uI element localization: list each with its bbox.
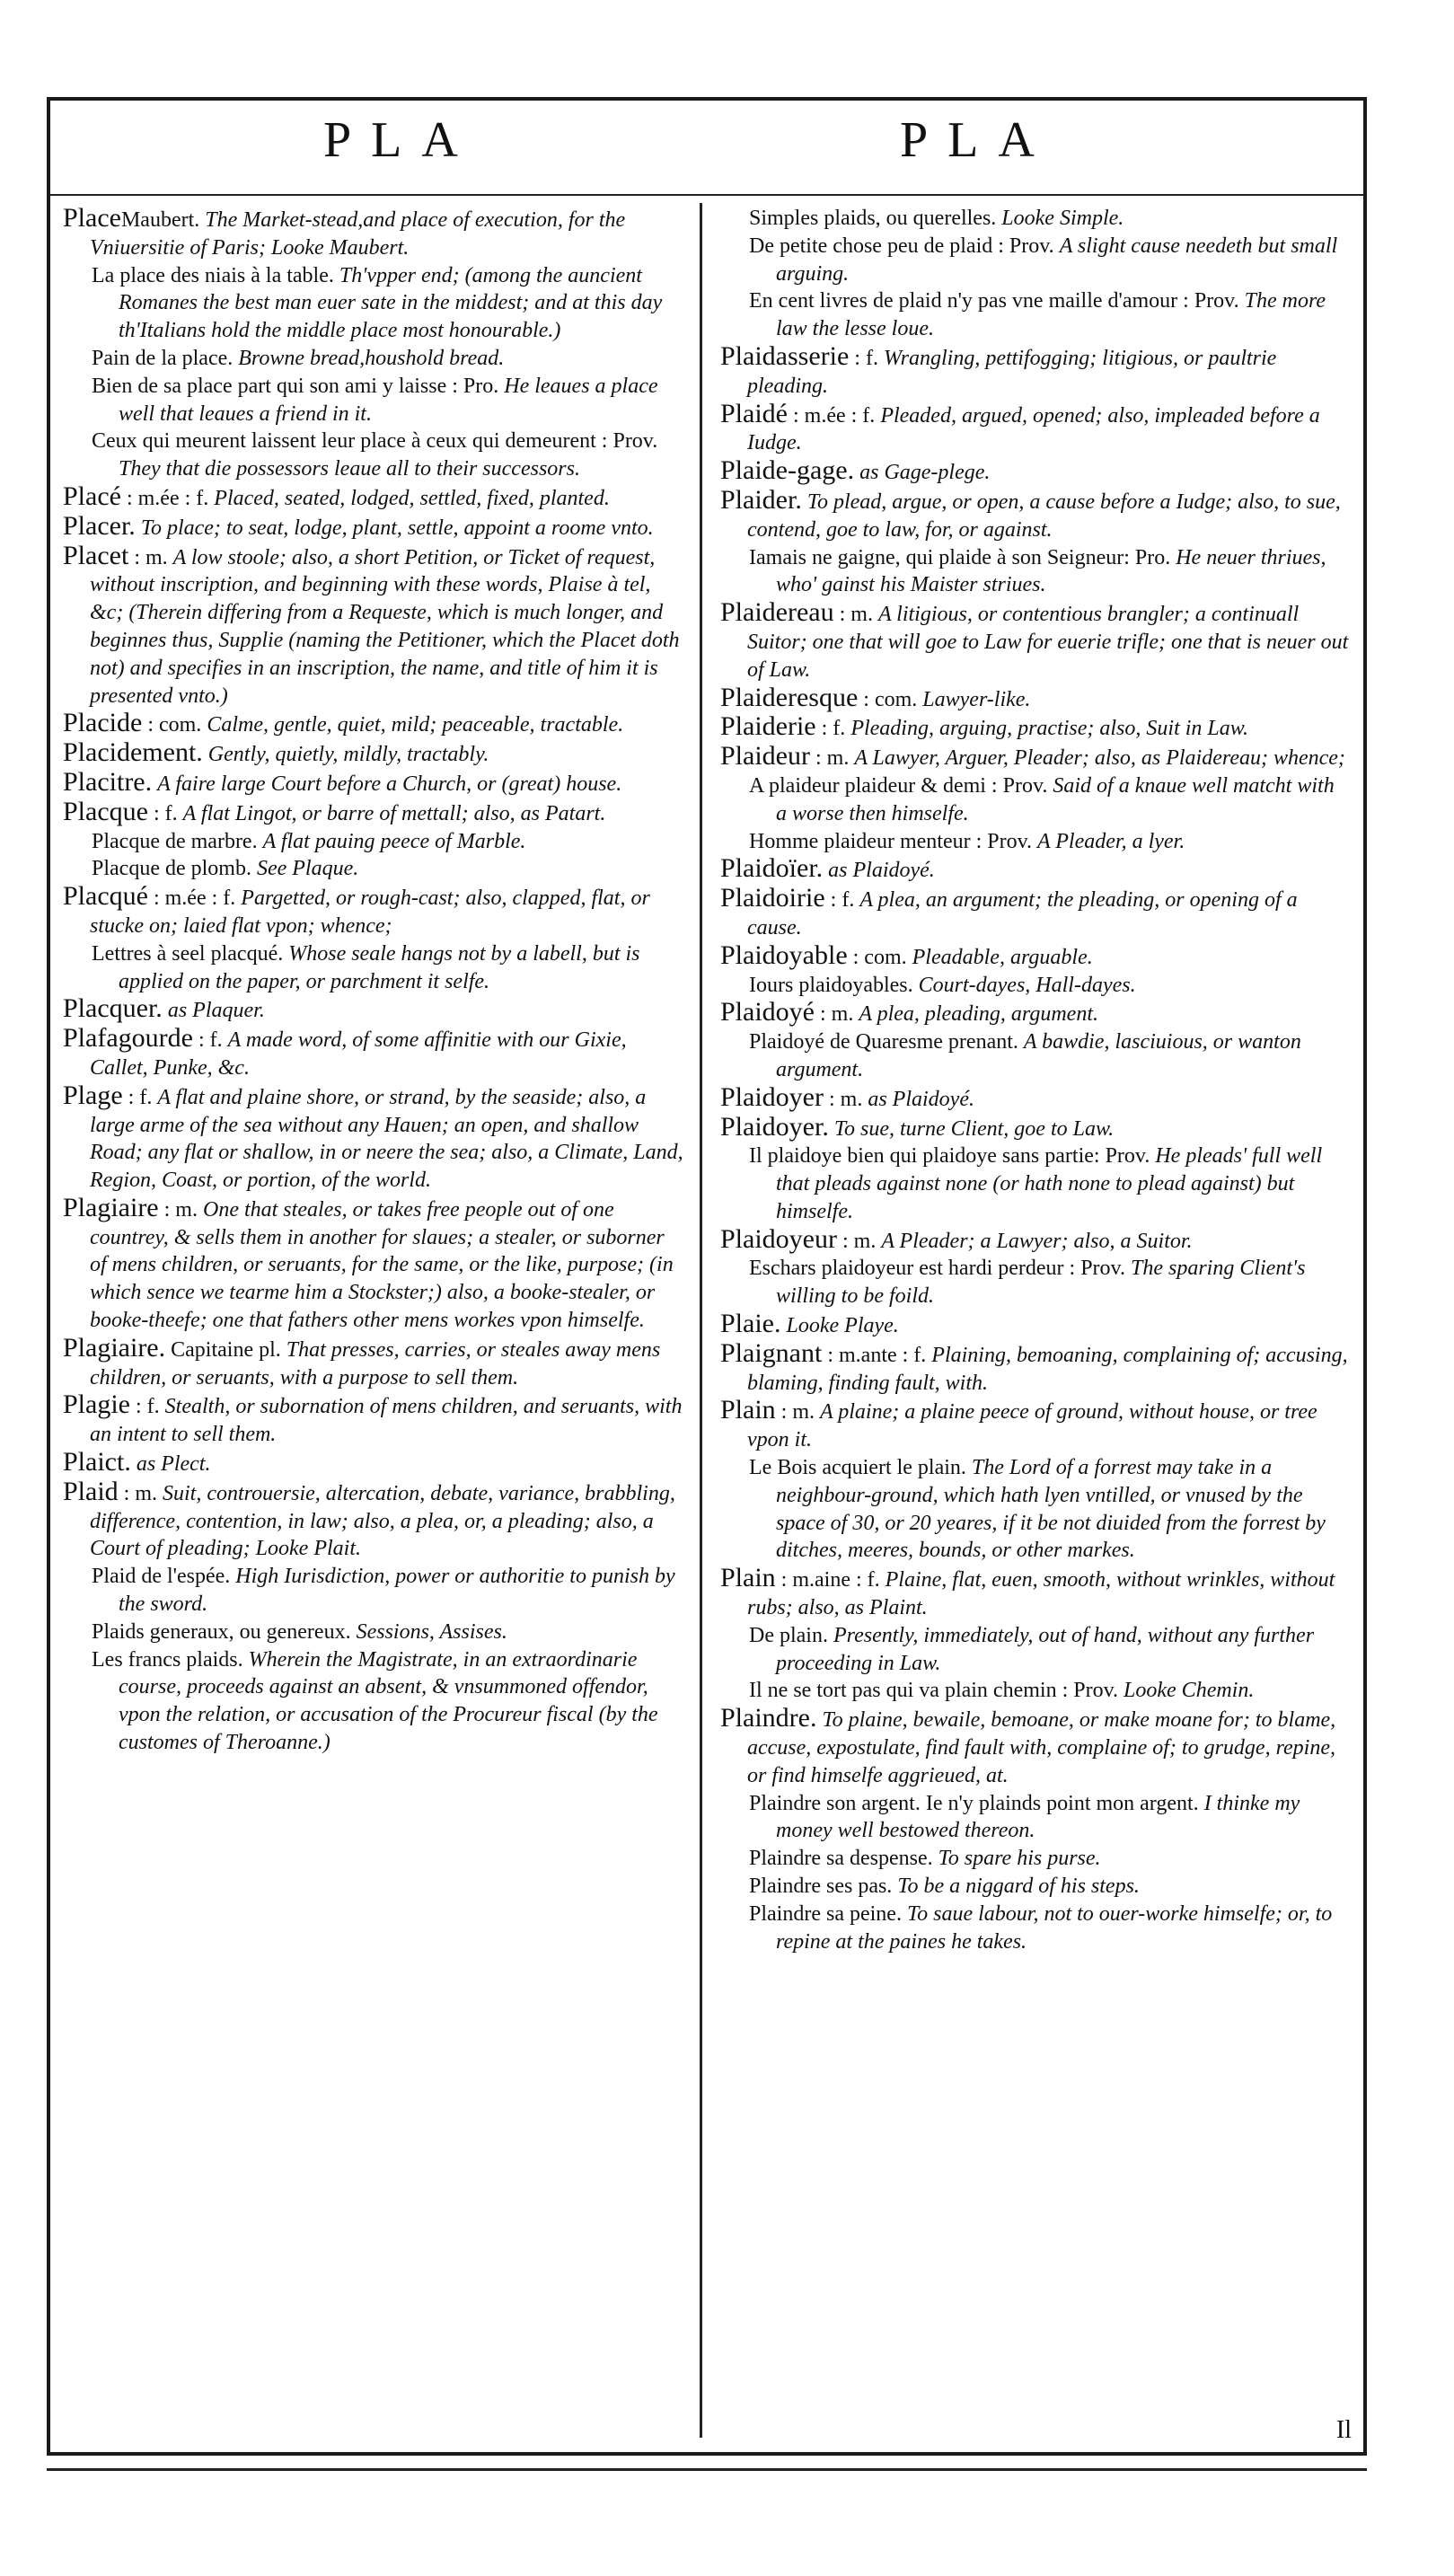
entry-definition: Wrangling, pettifogging; litigious, or paultrie pleading.	[747, 346, 1277, 398]
entry-definition: High Iurisdiction, power or authoritie to punish by the sword.	[119, 1565, 675, 1617]
running-head-right: PLA	[900, 112, 1054, 168]
entry-headword: Plain	[720, 1563, 776, 1593]
entry-grammar: Plaidoyé de Quaresme prenant.	[749, 1030, 1024, 1054]
entry-definition: A plea, pleading, argument.	[859, 1002, 1098, 1027]
entry-headword: Placet	[63, 540, 129, 570]
entry-definition: They that die possessors leaue all to their successors.	[119, 457, 580, 481]
entry-definition: Pleaded, argued, opened; also, impleaded before a Iudge.	[747, 403, 1320, 455]
entry-definition: Th'vpper end; (among the auncient Romanes the best man euer sate in the middest; and at this day th'Italians hold the middle place most honourable.)	[119, 263, 663, 343]
entry-definition: A flat pauing peece of Marble.	[262, 829, 526, 853]
entry-grammar: : f.	[815, 717, 851, 741]
entry-definition: Looke Simple.	[1001, 207, 1124, 230]
column-divider	[700, 203, 702, 2438]
entry-definition: One that steales, or takes free people out of one countrey, & sells them in another for slaues; a stealer, or suborner of mens children, or seruants, for the same, or the like, purpose; (in which sence we tearme him a Stockster;) also, a booke-stealer, or booke-theefe; one that fathers other mens workes vpon himselfe.	[90, 1197, 674, 1333]
dictionary-entry	[720, 398, 1349, 458]
entry-definition: A bawdie, lasciuious, or wanton argument.	[776, 1030, 1301, 1081]
entry-grammar: : m.	[128, 545, 173, 569]
entry-definition: A low stoole; also, a short Petition, or Ticket of request, without inscription, and beginning with these words, Plaise à tel, &c; (Therein differing from a Requeste, which is much longer, and beginnes thus, Supplie (naming the Petitioner, which the Placet doth not) and specifies in an inscription, the name, and title of him it is presented vnto.)	[90, 545, 680, 708]
entry-headword: Plaidoyable	[720, 940, 848, 970]
entry-grammar: : f.	[130, 1395, 165, 1419]
running-head-left: PLA	[323, 112, 478, 168]
entry-headword: Place	[63, 203, 121, 233]
entry-grammar: Plaid de l'espée.	[92, 1565, 236, 1589]
entry-headword: Plaider.	[720, 484, 802, 515]
entry-headword: Plaidoirie	[720, 883, 825, 913]
bottom-rule	[47, 2468, 1367, 2471]
entry-grammar: La place des niais à la table.	[92, 263, 339, 287]
dictionary-entry	[720, 1255, 1349, 1310]
entry-grammar: Pain de la place.	[92, 346, 239, 370]
entry-definition: A faire large Court before a Church, or (great) house.	[157, 772, 622, 796]
entry-grammar: Il plaidoye bien qui plaidoye sans partie: Prov.	[749, 1144, 1156, 1169]
entry-definition: To saue labour, not to ouer-worke himselfe; or, to repine at the paines he takes.	[776, 1901, 1333, 1954]
entry-grammar: : m.	[836, 1229, 882, 1253]
entry-definition: as Plaquer.	[167, 999, 265, 1023]
entry-definition: Plaining, bemoaning, complaining of; accusing, blaming, finding fault, with.	[747, 1343, 1348, 1395]
dictionary-entry	[720, 772, 1349, 828]
entry-definition: He neuer thriues, who' gainst his Maister striues.	[776, 545, 1326, 597]
entry-definition: A plea, an argument; the pleading, or opening of a cause.	[747, 888, 1298, 940]
entry-definition: Browne bread,houshold bread.	[238, 346, 505, 370]
entry-grammar: : f.	[849, 346, 884, 370]
dictionary-entry	[63, 855, 684, 883]
dictionary-entry	[720, 855, 1349, 885]
dictionary-entry	[63, 1082, 684, 1195]
entry-definition: Placed, seated, lodged, settled, fixed, planted.	[214, 486, 610, 510]
entry-definition: Pleading, arguing, practise; also, Suit in Law.	[850, 717, 1248, 741]
entry-grammar: : f.	[122, 1085, 158, 1109]
entry-grammar: Plaindre sa peine.	[749, 1901, 907, 1926]
entry-headword: Plaid	[63, 1476, 119, 1506]
entry-definition: A flat and plaine shore, or strand, by the seaside; also, a large arme of the sea without any Hauen; an open, and shallow Road; any flat or shallow, in or neere the sea; also, a Climate, Land, Region, Coast, or portion, of the world.	[90, 1085, 683, 1193]
dictionary-entry	[63, 739, 684, 769]
entry-grammar: : f.	[824, 888, 860, 913]
left-column	[63, 205, 684, 1757]
entry-grammar: Le Bois acquiert le plain.	[749, 1456, 972, 1480]
entry-definition: To sue, turne Client, goe to Law.	[833, 1116, 1115, 1141]
entry-definition: Whose seale hangs not by a labell, but is applied on the paper, or parchment it selfe.	[119, 941, 640, 993]
entry-definition: Stealth, or subornation of mens children, and seruants, with an intent to sell them.	[90, 1395, 683, 1447]
entry-headword: Plagie	[63, 1389, 130, 1420]
entry-definition: Lawyer-like.	[922, 687, 1031, 711]
dictionary-entry	[720, 1845, 1349, 1873]
dictionary-entry	[720, 1622, 1349, 1678]
entry-grammar: Homme plaideur menteur : Prov.	[749, 829, 1038, 853]
entry-definition: He pleads' full well that pleads against none (or hath none to plead against) but himselfe.	[776, 1144, 1323, 1223]
dictionary-entry	[63, 798, 684, 828]
dictionary-entry	[63, 828, 684, 856]
entry-definition: Pleadable, arguable.	[912, 945, 1093, 969]
entry-grammar: : m.ante : f.	[822, 1343, 932, 1367]
entry-grammar: : m.aine : f.	[775, 1568, 886, 1592]
entry-definition: The more law the lesse loue.	[776, 289, 1326, 341]
entry-grammar: : m.	[823, 1087, 868, 1111]
dictionary-entry	[63, 1478, 684, 1563]
entry-grammar: Les francs plaids.	[92, 1647, 249, 1672]
entry-grammar: Placque de marbre.	[92, 829, 263, 853]
dictionary-entry	[720, 684, 1349, 714]
entry-headword: Placitre.	[63, 766, 153, 797]
right-column	[720, 205, 1349, 1955]
dictionary-entry	[63, 710, 684, 739]
entry-grammar: : f.	[192, 1028, 228, 1053]
dictionary-entry	[720, 1705, 1349, 1789]
entry-headword: Plaidé	[720, 398, 788, 428]
entry-headword: Placide	[63, 708, 143, 738]
entry-definition: A Pleader, a lyer.	[1037, 829, 1185, 853]
dictionary-entry	[63, 995, 684, 1025]
entry-grammar: : m.	[809, 746, 855, 771]
entry-headword: Placque	[63, 796, 148, 826]
entry-grammar: : m.	[158, 1197, 203, 1222]
entry-definition: The Lord of a forrest may take in a neighbour-ground, which hath lyen vntilled, or vnused by the space of 30, or 20 yeares, if it be not diuided from the forrest by ditches, meeres, bounds, or other markes.	[776, 1456, 1326, 1563]
dictionary-entry	[63, 345, 684, 373]
entry-headword: Placquer.	[63, 993, 163, 1024]
entry-grammar: Lettres à seel placqué.	[92, 941, 289, 966]
entry-grammar: Placque de plomb.	[92, 857, 257, 881]
dictionary-entry	[720, 1454, 1349, 1565]
entry-headword: Plaidoyer.	[720, 1111, 829, 1142]
entry-definition: I thinke my money well bestowed thereon.	[776, 1791, 1300, 1843]
dictionary-entry	[720, 340, 1349, 401]
dictionary-entry	[720, 205, 1349, 233]
entry-grammar: : com.	[142, 713, 207, 737]
entry-grammar: : m.	[775, 1400, 821, 1425]
dictionary-entry	[63, 205, 684, 262]
entry-headword: Placidement.	[63, 737, 203, 768]
entry-definition: Plaine, flat, euen, smooth, without wrinkles, without rubs; also, as Plaint.	[747, 1568, 1335, 1620]
entry-grammar: Plaids generaux, ou genereux.	[92, 1619, 357, 1644]
entry-definition: as Plect.	[136, 1452, 211, 1477]
entry-definition: Sessions, Assises.	[356, 1619, 507, 1644]
dictionary-entry	[720, 1677, 1349, 1705]
entry-headword: Plaidoïer.	[720, 853, 824, 884]
dictionary-entry	[63, 1025, 684, 1082]
entry-grammar: : com.	[847, 945, 912, 969]
entry-definition: That presses, carries, or steales away mens children, or seruants, with a purpose to sell them.	[90, 1337, 661, 1389]
dictionary-entry	[720, 942, 1349, 972]
entry-grammar: Iours plaidoyables.	[749, 973, 919, 997]
dictionary-entry	[720, 1223, 1349, 1256]
entry-definition: Suit, controuersie, altercation, debate, variance, brabbling, difference, contention, in law; also, a plea, or, a pleading; also, a Court of pleading; Looke Plait.	[90, 1481, 675, 1561]
entry-headword: Plafagourde	[63, 1023, 193, 1054]
entry-grammar: Ceux qui meurent laissent leur place à ceux qui demeurent : Prov.	[92, 429, 658, 454]
dictionary-entry	[720, 1901, 1349, 1956]
dictionary-entry	[720, 599, 1349, 684]
dictionary-entry	[63, 510, 684, 543]
entry-grammar: Bien de sa place part qui son ami y laisse : Pro.	[92, 374, 505, 398]
entry-headword: Plaignant	[720, 1337, 823, 1368]
dictionary-entry	[720, 885, 1349, 942]
entry-definition: Said of a knaue well matcht with a worse then himselfe.	[776, 773, 1335, 825]
entry-headword: Plaie.	[720, 1309, 781, 1339]
entry-grammar: Plaindre ses pas.	[749, 1875, 898, 1899]
entry-definition: as Plaidoyé.	[828, 859, 935, 883]
entry-definition: To plaine, bewaile, bemoane, or make moane for; to blame, accuse, expostulate, find fault with, complaine of; to grudge, repine, or find himselfe aggrieued, at.	[747, 1708, 1336, 1787]
entry-grammar: : m.ée : f.	[147, 887, 242, 911]
dictionary-entry	[720, 1790, 1349, 1846]
signature-mark: Il	[1335, 2416, 1352, 2444]
dictionary-entry	[720, 484, 1349, 544]
header-rule	[50, 194, 1363, 196]
dictionary-entry	[63, 883, 684, 940]
dictionary-entry	[63, 1619, 684, 1646]
entry-grammar: Capitaine pl.	[165, 1337, 286, 1362]
entry-grammar: Iamais ne gaigne, qui plaide à son Seigneur: Pro.	[749, 545, 1176, 569]
entry-definition: To plead, argue, or open, a cause before a Iudge; also, to sue, contend, goe to law, for, or against.	[747, 490, 1341, 542]
dictionary-entry	[63, 262, 684, 345]
entry-definition: A slight cause needeth but small arguing.	[776, 234, 1338, 286]
entry-definition: Presently, immediately, out of hand, without any further proceeding in Law.	[776, 1623, 1315, 1675]
entry-grammar: Maubert.	[120, 208, 206, 232]
entry-grammar: : m.	[833, 603, 878, 627]
dictionary-entry	[720, 457, 1349, 487]
entry-headword: Placé	[63, 481, 121, 511]
entry-headword: Plaidasserie	[720, 340, 850, 371]
entry-definition: A plaine; a plaine peece of ground, without house, or tree vpon it.	[747, 1400, 1317, 1452]
dictionary-entry	[720, 1111, 1349, 1143]
entry-headword: Plaide-gage.	[720, 455, 855, 486]
entry-grammar: : m.	[118, 1481, 163, 1505]
entry-grammar: De plain.	[749, 1623, 833, 1647]
entry-headword: Plaidoyé	[720, 997, 815, 1028]
entry-definition: To be a niggard of his steps.	[897, 1875, 1140, 1899]
dictionary-entry	[63, 766, 684, 798]
entry-headword: Plaict.	[63, 1447, 131, 1478]
entry-grammar: Plaindre sa despense.	[749, 1847, 938, 1871]
entry-definition: See Plaque.	[256, 857, 359, 881]
entry-headword: Placer.	[63, 510, 136, 541]
entry-grammar: En cent livres de plaid n'y pas vne maille d'amour : Prov.	[749, 289, 1245, 313]
dictionary-entry	[63, 483, 684, 513]
entry-headword: Plagiaire	[63, 1192, 159, 1222]
entry-definition: Wherein the Magistrate, in an extraordinarie course, proceeds against an absent, & vnsummoned offendor, vpon the relation, or accusation of the Procureur fiscal (by the customes of Theroanne.)	[119, 1647, 658, 1755]
entry-definition: as Plaidoyé.	[868, 1087, 974, 1111]
dictionary-entry	[63, 1646, 684, 1757]
dictionary-entry	[720, 1397, 1349, 1454]
entry-grammar: : m.ée : f.	[120, 486, 215, 510]
entry-grammar: Plaindre son argent. Ie n'y plainds point mon argent.	[749, 1791, 1204, 1815]
dictionary-entry	[720, 233, 1349, 288]
dictionary-entry	[720, 544, 1349, 600]
entry-definition: as Gage-plege.	[859, 461, 991, 485]
dictionary-entry	[63, 428, 684, 483]
entry-grammar: Simples plaids, ou querelles.	[749, 207, 1002, 230]
entry-headword: Plaiderie	[720, 711, 816, 742]
entry-headword: Plage	[63, 1080, 123, 1110]
dictionary-entry	[720, 713, 1349, 743]
entry-grammar: Eschars plaidoyeur est hardi perdeur : Prov.	[749, 1257, 1131, 1281]
entry-definition: Gently, quietly, mildly, tractably.	[207, 743, 489, 767]
dictionary-entry	[720, 1873, 1349, 1901]
entry-definition: Calme, gentle, quiet, mild; peaceable, tractable.	[207, 713, 624, 737]
entry-definition: He leaues a place well that leaues a friend in it.	[119, 374, 658, 426]
dictionary-entry	[720, 1028, 1349, 1084]
dictionary-entry	[720, 972, 1349, 1000]
entry-definition: Looke Chemin.	[1124, 1679, 1255, 1703]
dictionary-entry	[63, 1563, 684, 1619]
dictionary-entry	[63, 1391, 684, 1449]
entry-grammar: Il ne se tort pas qui va plain chemin : Prov.	[749, 1679, 1124, 1703]
entry-headword: Plagiaire.	[63, 1332, 166, 1363]
entry-definition: A Pleader; a Lawyer; also, a Suitor.	[881, 1229, 1193, 1253]
dictionary-entry	[63, 1332, 684, 1392]
dictionary-entry	[63, 540, 684, 710]
entry-headword: Plaideresque	[720, 682, 859, 712]
entry-headword: Plaindre.	[720, 1703, 817, 1734]
entry-grammar: : m.ée : f.	[788, 403, 881, 428]
entry-grammar: A plaideur plaideur & demi : Prov.	[749, 773, 1053, 798]
dictionary-entry	[63, 1192, 684, 1335]
entry-headword: Plaidereau	[720, 597, 834, 628]
dictionary-entry	[720, 1142, 1349, 1225]
entry-headword: Placqué	[63, 881, 148, 912]
dictionary-entry	[720, 743, 1349, 772]
entry-definition: A litigious, or contentious brangler; a continuall Suitor; one that will goe to Law for euerie trifle; one that is neuer out of Law.	[747, 603, 1349, 682]
entry-definition: A made word, of some affinitie with our Gixie, Callet, Punke, &c.	[90, 1028, 627, 1080]
dictionary-entry	[720, 1565, 1349, 1622]
entry-definition: Looke Playe.	[786, 1314, 899, 1338]
dictionary-entry	[720, 1337, 1349, 1398]
entry-grammar: : f.	[147, 801, 183, 825]
dictionary-entry	[720, 1310, 1349, 1340]
entry-definition: Pargetted, or rough-cast; also, clapped, flat, or stucke on; laied flat vpon; whence;	[90, 887, 650, 938]
entry-headword: Plaideur	[720, 741, 810, 772]
entry-definition: To spare his purse.	[938, 1847, 1101, 1871]
dictionary-entry	[720, 1081, 1349, 1114]
entry-headword: Plain	[720, 1395, 776, 1425]
dictionary-entry	[63, 1449, 684, 1478]
entry-headword: Plaidoyer	[720, 1081, 824, 1112]
entry-definition: To place; to seat, lodge, plant, settle, appoint a roome vnto.	[140, 516, 654, 540]
dictionary-entry	[720, 287, 1349, 343]
entry-headword: Plaidoyeur	[720, 1223, 837, 1254]
entry-grammar: : com.	[858, 687, 923, 711]
entry-definition: The Market-stead,and place of execution, for the Vniuersitie of Paris; Looke Maubert.	[90, 208, 626, 260]
entry-definition: A flat Lingot, or barre of mettall; also, as Patart.	[182, 801, 606, 825]
entry-grammar: De petite chose peu de plaid : Prov.	[749, 234, 1060, 258]
dictionary-entry	[720, 999, 1349, 1028]
entry-definition: Court-dayes, Hall-dayes.	[918, 973, 1136, 997]
entry-grammar: : m.	[815, 1002, 859, 1027]
dictionary-entry	[63, 940, 684, 996]
entry-definition: The sparing Client's willing to be foild.	[776, 1257, 1306, 1309]
entry-definition: A Lawyer, Arguer, Pleader; also, as Plaidereau; whence;	[854, 746, 1345, 771]
dictionary-entry	[63, 373, 684, 428]
dictionary-entry	[720, 828, 1349, 856]
